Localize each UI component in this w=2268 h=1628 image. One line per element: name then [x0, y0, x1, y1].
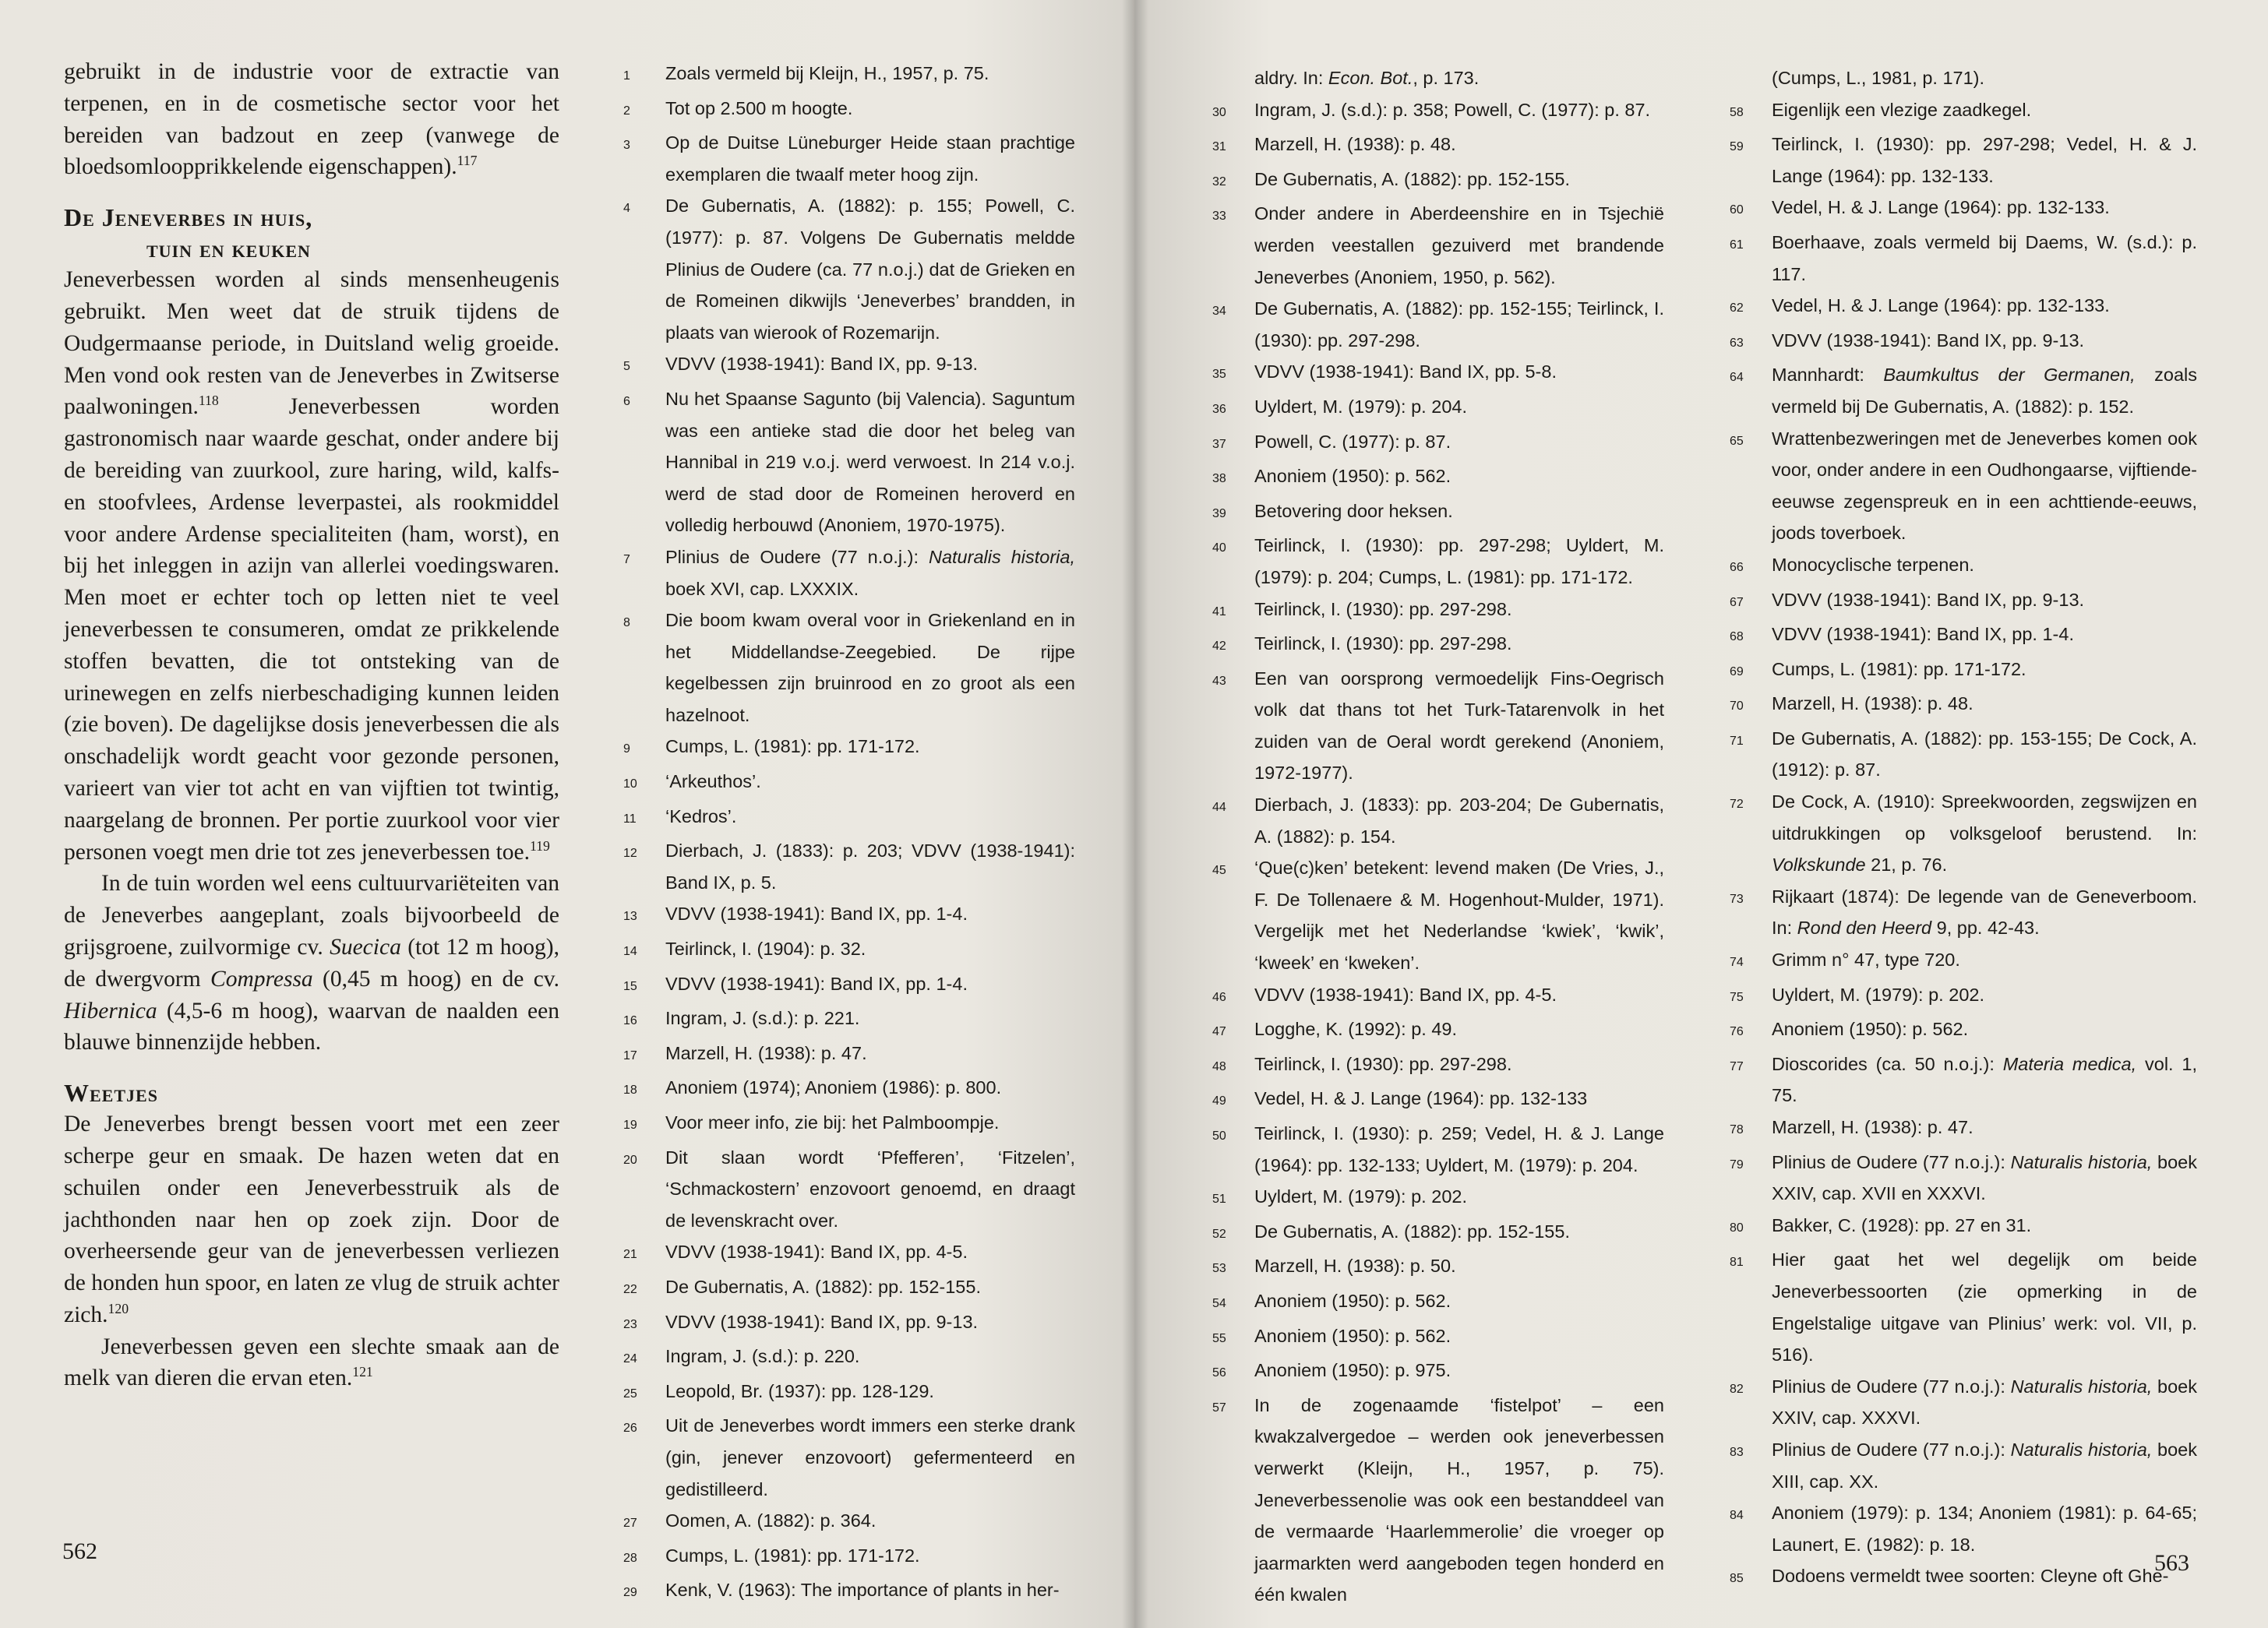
footnote-26: [623, 1410, 1075, 1505]
footnote-82: [1730, 1371, 2197, 1434]
footnote-text: Bakker, C. (1928): pp. 27 en 31.: [1772, 1214, 2032, 1235]
footnote-number: 28: [623, 1551, 637, 1565]
footnote-27: [623, 1505, 1075, 1540]
footnote-text: Teirlinck, I. (1904): p. 32.: [665, 939, 866, 960]
footnote-text: Boerhaave, zoals vermeld bij Daems, W. (s.d.): p. 117.: [1772, 231, 2197, 284]
footnote-number: 21: [623, 1248, 637, 1262]
footnote-12: [623, 835, 1075, 898]
footnote-29: [623, 1574, 1075, 1609]
footnote-30: [1212, 94, 1664, 129]
footnote-text: ‘Arkeuthos’.: [665, 771, 761, 792]
footnote-74: [1730, 944, 2197, 979]
footnote-text: Anoniem (1950): p. 562.: [1772, 1019, 1969, 1040]
footnote-number: 13: [623, 910, 637, 924]
footnote-number: 64: [1730, 371, 1744, 385]
footnote-text: Betovering door heksen.: [1254, 500, 1453, 521]
footnote-51: [1212, 1181, 1664, 1216]
footnote-8: [623, 604, 1075, 731]
footnote-text: Powell, C. (1977): p. 87.: [1254, 431, 1451, 452]
footnote-number: 57: [1212, 1401, 1226, 1415]
footnote-44: [1212, 789, 1664, 852]
footnote-number: 73: [1730, 892, 1744, 906]
footnote-text: Teirlinck, I. (1930): pp. 297-298.: [1254, 1053, 1512, 1074]
footnote-text: VDVV (1938-1941): Band IX, pp. 1-4.: [1772, 624, 2074, 645]
footnote-number: 38: [1212, 472, 1226, 486]
footnote-text: Anoniem (1950): p. 562.: [1254, 1325, 1451, 1346]
footnote-text: Kenk, V. (1963): The importance of plants in her-: [665, 1580, 1060, 1601]
intro-paragraph: gebruikt in de industrie voor de extractie van terpenen, en in de cosmetische sector voor het bereiden van badzout en zeep (vanwege de bloedsomloopprikkelende eigenschappen).$^{117}$: [64, 59, 559, 180]
footnote-text: Nu het Spaanse Sagunto (bij Valencia). Saguntum was een antieke stad die door het beleg van Hannibal in 219 v.o.j. werd verwoest. In 214 v.o.j. werd de stad door de Romeinen heroverd en volledig herbouwd (Anoniem, 1970-1975).: [665, 388, 1075, 536]
footnote-2: [623, 93, 1075, 128]
footnote-text: ‘Kedros’.: [665, 805, 737, 826]
footnote-text: Dierbach, J. (1833): p. 203; VDVV (1938-1941): Band IX, p. 5.: [665, 840, 1075, 893]
footnote-number: 78: [1730, 1123, 1744, 1136]
footnote-text: De Gubernatis, A. (1882): pp. 152-155.: [1254, 1221, 1570, 1242]
footnote-text: Vedel, H. & J. Lange (1964): pp. 132-133.: [1772, 197, 2110, 218]
footnote-text: Vedel, H. & J. Lange (1964): pp. 132-133: [1254, 1088, 1588, 1109]
footnote-63: [1730, 325, 2197, 360]
footnote-ref: 119: [529, 837, 550, 854]
footnote-11: [623, 801, 1075, 836]
footnote-43: [1212, 663, 1664, 789]
footnote-text: Wrattenbezweringen met de Jeneverbes komen ook voor, onder andere in een Oudhongaarse, vijftiende-eeuwse zegenspreuk en in een achttiende-eeuws, joods toverboek.: [1772, 428, 2197, 544]
footnote-ref: 117: [457, 153, 478, 169]
footnote-6: [623, 383, 1075, 541]
footnote-number: 33: [1212, 210, 1226, 224]
footnote-text: Een van oorsprong vermoedelijk Fins-Oegrisch volk dat thans tot het Turk-Tatarenvolk in het zuiden van de Oeral wordt gerekend (Anoniem, 1972-1977).: [1254, 668, 1664, 784]
footnote-text: Anoniem (1974); Anoniem (1986): p. 800.: [665, 1077, 1002, 1098]
footnote-text: Anoniem (1950): p. 562.: [1254, 466, 1451, 487]
footnote-text: ‘Que(c)ken’ betekent: levend maken (De Vries, J., F. De Tollenaere & M. Hogenhout-Mulder, 1971). Vergelijk met het Nederlandse ‘kwiek’, ‘kwik’, ‘kweek’ en ‘kweken’.: [1254, 858, 1664, 974]
footnote-17: [623, 1038, 1075, 1073]
footnote-text: VDVV (1938-1941): Band IX, pp. 9-13.: [665, 354, 979, 375]
footnote-text: Marzell, H. (1938): p. 48.: [1772, 693, 1973, 714]
book-gutter-shadow: [1122, 0, 1148, 1628]
footnote-number: 82: [1730, 1382, 1744, 1396]
footnote-47: [1212, 1013, 1664, 1048]
footnote-number: 37: [1212, 437, 1226, 451]
footnote-78: [1730, 1112, 2197, 1147]
footnote-number: 74: [1730, 956, 1744, 970]
footnote-text: Mannhardt: Baumkultus der Germanen, zoals vermeld bij De Gubernatis, A. (1882): p. 152.: [1772, 365, 2198, 417]
footnote-text: De Gubernatis, A. (1882): p. 155; Powell, C. (1977): p. 87. Volgens De Gubernatis meldde Plinius de Oudere (ca. 77 n.o.j.) dat de Grieken en de Romeinen dikwijls ‘Jeneverbes’ brandden, in plaats van wierook of Rozemarijn.: [665, 196, 1075, 343]
footnote-7: [623, 541, 1075, 604]
footnote-text: Cumps, L. (1981): pp. 171-172.: [665, 1545, 920, 1566]
footnote-text: De Gubernatis, A. (1882): pp. 152-155; Teirlinck, I. (1930): pp. 297-298.: [1254, 298, 1664, 351]
footnote-text: Plinius de Oudere (77 n.o.j.): Naturalis historia, boek XVI, cap. LXXXIX.: [665, 546, 1075, 599]
footnote-text: Op de Duitse Lüneburger Heide staan prachtige exemplaren die twaalf meter hoog zijn.: [665, 132, 1075, 185]
main-text-column: [64, 56, 559, 1394]
footnote-24: [623, 1341, 1075, 1376]
footnote-text: Uyldert, M. (1979): p. 204.: [1254, 396, 1467, 417]
footnote-67: [1730, 584, 2197, 619]
footnote-number: 30: [1212, 105, 1226, 119]
footnote-number: 69: [1730, 664, 1744, 678]
footnote-text: Ingram, J. (s.d.): p. 221.: [665, 1008, 860, 1029]
footnote-number: 3: [623, 139, 630, 153]
footnote-48: [1212, 1048, 1664, 1084]
footnote-number: 22: [623, 1282, 637, 1296]
footnote-79: [1730, 1147, 2197, 1210]
footnote-number: 51: [1212, 1193, 1226, 1207]
footnote-35: [1212, 356, 1664, 391]
footnote-ref: 118: [198, 393, 219, 409]
footnote-21: [623, 1236, 1075, 1271]
footnote-text: Zoals vermeld bij Kleijn, H., 1957, p. 75.: [665, 63, 989, 83]
footnote-5: [623, 348, 1075, 383]
footnote-text: Plinius de Oudere (77 n.o.j.): Naturalis historia, boek XIII, cap. XX.: [1772, 1439, 2197, 1492]
paragraph-tuin: In de tuin worden wel eens cultuurvariëteiten van de Jeneverbes aangeplant, zoals bijvoorbeeld de grijsgroene, zuilvormige cv. Suecica (tot 12 m hoog), de dwergvorm Compressa (0,45 m hoog) en de cv. Hibernica (4,5-6 m hoog), waarvan de naalden een blauwe binnenzijde hebben.: [64, 871, 559, 1055]
footnote-number: 55: [1212, 1331, 1226, 1345]
footnote-number: 67: [1730, 595, 1744, 609]
footnote-32: [1212, 164, 1664, 199]
footnote-70: [1730, 688, 2197, 723]
footnote-text: Teirlinck, I. (1930): p. 259; Vedel, H. & J. Lange (1964): pp. 132-133; Uyldert, M. (1979): p. 204.: [1254, 1123, 1664, 1175]
footnote-text: Dioscorides (ca. 50 n.o.j.): Materia medica, vol. 1, 75.: [1772, 1053, 2197, 1106]
footnote-number: 54: [1212, 1296, 1226, 1310]
footnote-number: 70: [1730, 699, 1744, 714]
footnote-text: Teirlinck, I. (1930): pp. 297-298; Uyldert, M. (1979): p. 204; Cumps, L. (1981): pp. 171-172.: [1254, 535, 1664, 587]
footnote-69: [1730, 654, 2197, 689]
footnote-text: Marzell, H. (1938): p. 47.: [665, 1042, 867, 1063]
footnote-text: In de zogenaamde ‘fistelpot’ – een kwakzalvergedoe – werden ook jeneverbessen verwerkt (Kleijn, H., 1957, p. 75). Jeneverbessenolie was ook een bestanddeel van de vermaarde ‘Haarlemmerolie’ die vroeger op jaarmarkten werd aangeboden tegen honderd en één kwalen: [1254, 1394, 1664, 1605]
footnote-text: De Gubernatis, A. (1882): pp. 152-155.: [665, 1276, 981, 1297]
footnote-text: Hier gaat het wel degelijk om beide Jeneverbessoorten (zie opmerking in de Engelstalige uitgave van Plinius’ werk: vol. VII, p. 516).: [1772, 1249, 2197, 1365]
footnote-text: Uyldert, M. (1979): p. 202.: [1254, 1186, 1467, 1207]
footnote-number: 52: [1212, 1227, 1226, 1241]
footnote-58: [1730, 94, 2197, 129]
footnote-number: 62: [1730, 301, 1744, 315]
footnote-text: Teirlinck, I. (1930): pp. 297-298.: [1254, 598, 1512, 619]
footnote-71: [1730, 723, 2197, 786]
notes-column-2: [1212, 62, 1664, 1611]
footnote-53: [1212, 1250, 1664, 1285]
footnote-number: 40: [1212, 541, 1226, 555]
footnote-16: [623, 1003, 1075, 1038]
page-number-right: 563: [2154, 1550, 2189, 1576]
footnote-number: 1: [623, 69, 630, 83]
footnote-number: 50: [1212, 1129, 1226, 1143]
footnote-number: 19: [623, 1119, 637, 1132]
footnote-61: [1730, 227, 2197, 290]
footnote-65: [1730, 423, 2197, 549]
footnote-text: Die boom kwam overal voor in Griekenland en in het Middellandse-Zeegebied. De rijpe kegelbessen zijn bruinrood en zo groot als een hazelnoot.: [665, 610, 1075, 725]
footnote-72: [1730, 786, 2197, 881]
footnote-text: Uyldert, M. (1979): p. 202.: [1772, 984, 1984, 1005]
footnote-77: [1730, 1048, 2197, 1112]
footnote-text: VDVV (1938-1941): Band IX, pp. 9-13.: [1772, 589, 2085, 610]
footnote-number: 58: [1730, 105, 1744, 119]
footnote-64: [1730, 359, 2197, 422]
footnote-text: VDVV (1938-1941): Band IX, pp. 1-4.: [665, 973, 968, 994]
footnote-22: [623, 1271, 1075, 1306]
section-heading-weetjes: Weetjes: [64, 1079, 158, 1108]
footnote-number: 83: [1730, 1445, 1744, 1459]
footnote-54: [1212, 1285, 1664, 1320]
footnote-text: Dodoens vermeldt twee soorten: Cleyne oft Ghe-: [1772, 1566, 2169, 1587]
footnote-text: Marzell, H. (1938): p. 47.: [1772, 1117, 1973, 1137]
paragraph-melk: Jeneverbessen geven een slechte smaak aan de melk van dieren die ervan eten.$^{121}$: [64, 1334, 559, 1391]
footnote-text: Eigenlijk een vlezige zaadkegel.: [1772, 99, 2032, 120]
footnote-55: [1212, 1320, 1664, 1355]
footnote-number: 4: [623, 202, 630, 216]
footnote-52: [1212, 1216, 1664, 1251]
footnote-3: [623, 127, 1075, 190]
footnote-number: 53: [1212, 1262, 1226, 1276]
footnote-number: 2: [623, 104, 630, 118]
footnote-number: 6: [623, 394, 630, 408]
footnote-68: [1730, 618, 2197, 654]
notes-column-3: [1730, 62, 2197, 1595]
footnote-text: Cumps, L. (1981): pp. 171-172.: [665, 736, 920, 757]
footnote-number: 65: [1730, 434, 1744, 448]
footnote-number: 41: [1212, 604, 1226, 618]
footnote-number: 26: [623, 1422, 637, 1436]
footnote-number: 32: [1212, 174, 1226, 189]
footnote-number: 8: [623, 616, 630, 630]
footnote-number: 14: [623, 945, 637, 959]
footnote-number: 68: [1730, 630, 1744, 644]
footnote-text: Leopold, Br. (1937): pp. 128-129.: [665, 1380, 934, 1401]
footnote-number: 27: [623, 1517, 637, 1531]
footnote-text: Marzell, H. (1938): p. 48.: [1254, 134, 1456, 155]
footnote-66: [1730, 549, 2197, 584]
footnote-number: 80: [1730, 1221, 1744, 1235]
footnote-23: [623, 1306, 1075, 1341]
footnote-text: Tot op 2.500 m hoogte.: [665, 97, 853, 118]
footnote-text: Dit slaan wordt ‘Pfefferen’, ‘Fitzelen’, ‘Schmackostern’ enzovoort genoemd, en draagt de levenskracht over.: [665, 1147, 1075, 1231]
footnote-42: [1212, 628, 1664, 663]
footnote-text: VDVV (1938-1941): Band IX, pp. 4-5.: [1254, 984, 1557, 1005]
footnote-39: [1212, 495, 1664, 530]
footnote-46: [1212, 979, 1664, 1014]
footnote-14: [623, 933, 1075, 968]
footnote-text: De Gubernatis, A. (1882): pp. 152-155.: [1254, 168, 1570, 189]
footnote-40: [1212, 530, 1664, 593]
footnote-number: 10: [623, 777, 637, 791]
footnote-number: 20: [623, 1153, 637, 1167]
footnote-number: 43: [1212, 674, 1226, 688]
footnote-number: 46: [1212, 990, 1226, 1004]
footnote-number: 61: [1730, 238, 1744, 252]
footnote-text: VDVV (1938-1941): Band IX, pp. 9-13.: [1772, 329, 2085, 351]
footnote-number: 76: [1730, 1025, 1744, 1039]
footnote-41: [1212, 594, 1664, 629]
footnote-text: Uit de Jeneverbes wordt immers een sterke drank (gin, jenever enzovoort) gefermenteerd en gedistilleerd.: [665, 1415, 1075, 1499]
footnote-text: Ingram, J. (s.d.): p. 358; Powell, C. (1977): p. 87.: [1254, 99, 1651, 120]
footnote-number: 48: [1212, 1059, 1226, 1073]
notes-column-1: [623, 58, 1075, 1609]
footnote-number: 34: [1212, 305, 1226, 319]
footnote-10: [623, 766, 1075, 801]
footnote-38: [1212, 460, 1664, 495]
footnote-text: Logghe, K. (1992): p. 49.: [1254, 1019, 1457, 1040]
footnote-number: 39: [1212, 506, 1226, 520]
footnote-number: 23: [623, 1317, 637, 1331]
footnote-ref: 121: [352, 1364, 373, 1380]
footnote-number: 79: [1730, 1158, 1744, 1172]
note-continuation: aldry. In: Econ. Bot., p. 173.: [1254, 68, 1480, 88]
footnote-number: 9: [623, 742, 630, 756]
footnote-45: [1212, 852, 1664, 978]
footnote-text: VDVV (1938-1941): Band IX, pp. 4-5.: [665, 1242, 968, 1263]
footnote-text: Oomen, A. (1882): p. 364.: [665, 1510, 877, 1531]
footnote-text: Dierbach, J. (1833): pp. 203-204; De Gubernatis, A. (1882): p. 154.: [1254, 795, 1664, 847]
footnote-9: [623, 731, 1075, 766]
footnote-text: Anoniem (1950): p. 975.: [1254, 1360, 1451, 1381]
footnote-25: [623, 1376, 1075, 1411]
footnote-18: [623, 1072, 1075, 1107]
footnote-13: [623, 898, 1075, 933]
footnote-33: [1212, 198, 1664, 293]
footnote-4: [623, 190, 1075, 348]
footnote-number: 66: [1730, 560, 1744, 574]
footnote-85: [1730, 1560, 2197, 1595]
footnote-ref: 120: [108, 1301, 129, 1317]
footnote-text: Vedel, H. & J. Lange (1964): pp. 132-133.: [1772, 295, 2110, 316]
footnote-number: 18: [623, 1084, 637, 1098]
footnote-text: Plinius de Oudere (77 n.o.j.): Naturalis historia, boek XXIV, cap. XVII en XXXVI.: [1772, 1151, 2197, 1204]
footnote-text: VDVV (1938-1941): Band IX, pp. 5-8.: [1254, 361, 1557, 382]
footnote-28: [623, 1540, 1075, 1575]
footnote-number: 72: [1730, 798, 1744, 812]
footnote-number: 60: [1730, 203, 1744, 217]
footnote-text: De Gubernatis, A. (1882): pp. 153-155; De Cock, A. (1912): p. 87.: [1772, 728, 2197, 781]
footnote-75: [1730, 979, 2197, 1014]
footnote-number: 63: [1730, 336, 1744, 350]
footnote-31: [1212, 129, 1664, 164]
footnote-60: [1730, 192, 2197, 227]
footnote-number: 44: [1212, 801, 1226, 815]
footnote-text: Teirlinck, I. (1930): pp. 297-298.: [1254, 633, 1512, 654]
footnote-number: 81: [1730, 1256, 1744, 1270]
footnote-text: Cumps, L. (1981): pp. 171-172.: [1772, 658, 2026, 679]
footnote-50: [1212, 1118, 1664, 1181]
footnote-56: [1212, 1355, 1664, 1390]
footnote-text: Marzell, H. (1938): p. 50.: [1254, 1256, 1456, 1277]
footnote-text: Teirlinck, I. (1930): pp. 297-298; Vedel, H. & J. Lange (1964): pp. 132-133.: [1772, 134, 2197, 186]
footnote-80: [1730, 1210, 2197, 1245]
footnote-number: 12: [623, 847, 637, 861]
footnote-text: Onder andere in Aberdeenshire en in Tsjechië werden veestallen gezuiverd met brandende Jeneverbes (Anoniem, 1950, p. 562).: [1254, 203, 1664, 287]
footnote-number: 5: [623, 360, 630, 374]
footnote-text: Grimm n° 47, type 720.: [1772, 950, 1960, 971]
footnote-text: Ingram, J. (s.d.): p. 220.: [665, 1346, 860, 1367]
footnote-49: [1212, 1083, 1664, 1118]
footnote-text: Rijkaart (1874): De legende van de Geneverboom. In: Rond den Heerd 9, pp. 42-43.: [1772, 886, 2197, 939]
footnote-number: 29: [623, 1586, 637, 1600]
footnote-number: 59: [1730, 140, 1744, 154]
footnote-20: [623, 1142, 1075, 1237]
footnote-number: 25: [623, 1387, 637, 1401]
section-heading-jeneverbes-in-huis: De Jeneverbes in huis, tuin en keuken: [64, 203, 313, 263]
footnote-text: Anoniem (1950): p. 562.: [1254, 1290, 1451, 1311]
footnote-text: De Cock, A. (1910): Spreekwoorden, zegswijzen en uitdrukkingen op volksgeloof berustend. In: Volkskunde 21, p. 76.: [1772, 791, 2197, 876]
footnote-19: [623, 1107, 1075, 1142]
footnote-text: Anoniem (1979): p. 134; Anoniem (1981): p. 64-65; Launert, E. (1982): p. 18.: [1772, 1503, 2197, 1555]
footnote-number: 75: [1730, 990, 1744, 1004]
footnote-1: [623, 58, 1075, 93]
footnote-59: [1730, 129, 2197, 192]
paragraph-hazen: De Jeneverbes brengt bessen voort met een zeer scherpe geur en smaak. De hazen weten dat en schuilen onder een Jeneverbesstruik als de jachthonden naar hen op zoek zijn. Door de overheersende geur van de jeneverbessen verliezen de honden hun spoor, en laten ze vlug de struik achter zich.$^{120}$: [64, 1112, 559, 1327]
footnote-number: 49: [1212, 1094, 1226, 1108]
footnote-number: 17: [623, 1048, 637, 1062]
footnote-number: 77: [1730, 1059, 1744, 1073]
footnote-number: 31: [1212, 140, 1226, 154]
footnote-text: Monocyclische terpenen.: [1772, 554, 1974, 575]
footnote-84: [1730, 1497, 2197, 1560]
footnote-text: Voor meer info, zie bij: het Palmboompje.: [665, 1112, 1000, 1133]
paragraph-gebruik: Jeneverbessen worden al sinds mensenheugenis gebruikt. Men weet dat de struik tijdens de Oudgermaanse periode, in Duitsland welig groeide. Men vond ook resten van de Jeneverbes in Zwitserse paalwoningen.$^{118}$ Jeneverbessen worden gastronomisch naar waarde geschat, onder andere bij de bereiding van zuurkool, zure haring, wild, kalfs- en stoofvlees, Ardense leverpastei, als rookmiddel voor andere Ardense specialiteiten (ham, worst), en bij het inleggen in azijn van allerlei voedingswaren. Men moet er echter toch op letten niet te veel jeneverbessen te consumeren, omdat ze prikkelende stoffen bevatten, die tot ontsteking van de urinewegen en zelfs nierbeschadiging kunnen leiden (zie boven). De dagelijkse dosis jeneverbessen die als onschadelijk wordt geacht voor gezonde personen, varieert van vier tot acht en van vijftien tot twintig, naargelang de bronnen. Per portie zuurkool voor vier personen voegt men drie tot zes jeneverbessen toe.$^{119}$: [64, 267, 559, 865]
footnote-73: [1730, 881, 2197, 944]
footnote-81: [1730, 1244, 2197, 1370]
footnote-number: 45: [1212, 864, 1226, 878]
footnote-76: [1730, 1013, 2197, 1048]
footnote-number: 47: [1212, 1025, 1226, 1039]
footnote-34: [1212, 293, 1664, 356]
footnote-number: 42: [1212, 640, 1226, 654]
footnote-83: [1730, 1434, 2197, 1497]
footnote-number: 11: [623, 812, 637, 826]
footnote-number: 35: [1212, 368, 1226, 382]
footnote-text: VDVV (1938-1941): Band IX, pp. 1-4.: [665, 904, 968, 925]
footnote-57: [1212, 1390, 1664, 1611]
footnote-number: 36: [1212, 402, 1226, 416]
footnote-number: 84: [1730, 1509, 1744, 1523]
page-number-left: 562: [62, 1538, 97, 1564]
footnote-number: 16: [623, 1014, 637, 1028]
footnote-number: 24: [623, 1352, 637, 1366]
footnote-text: VDVV (1938-1941): Band IX, pp. 9-13.: [665, 1311, 979, 1332]
footnote-number: 85: [1730, 1572, 1744, 1586]
footnote-text: Plinius de Oudere (77 n.o.j.): Naturalis historia, boek XXIV, cap. XXXVI.: [1772, 1376, 2197, 1429]
footnote-37: [1212, 426, 1664, 461]
footnote-62: [1730, 290, 2197, 325]
footnote-number: 71: [1730, 734, 1744, 748]
footnote-number: 56: [1212, 1366, 1226, 1380]
footnote-15: [623, 968, 1075, 1003]
footnote-number: 7: [623, 552, 630, 566]
footnote-36: [1212, 391, 1664, 426]
footnote-number: 15: [623, 979, 637, 993]
note-continuation: (Cumps, L., 1981, p. 171).: [1772, 68, 1985, 88]
